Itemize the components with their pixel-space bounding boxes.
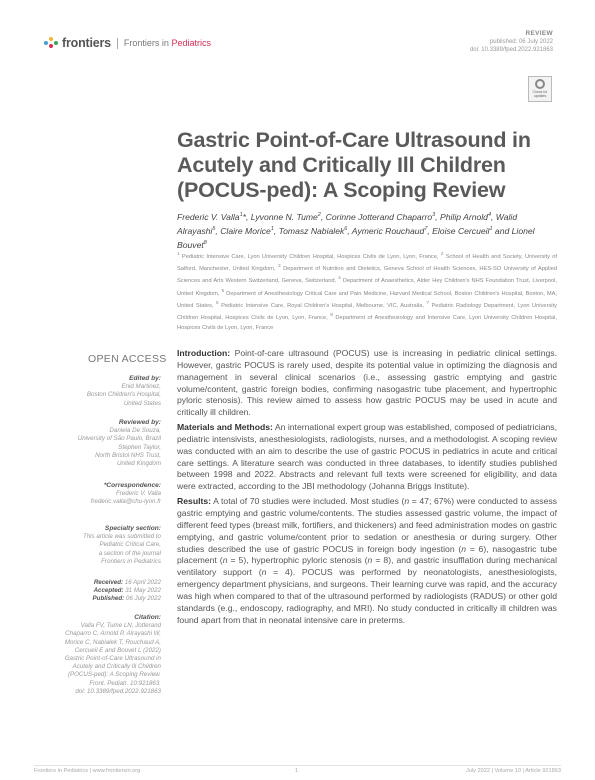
published-date: published: 06 July 2022 <box>489 39 553 45</box>
journal-title <box>124 38 211 48</box>
date-row: Published: 06 July 2022 <box>92 595 161 603</box>
sidebar-line: United States <box>123 399 161 407</box>
sidebar-line: United Kingdom <box>116 460 161 468</box>
reviewed-by-label: Reviewed by: <box>118 419 161 426</box>
check-for-updates-badge[interactable] <box>528 76 552 102</box>
sidebar-line: Frederic V. Valla <box>115 490 161 498</box>
sidebar-line: Frontiers in Pediatrics <box>101 557 161 565</box>
sidebar-line: Front. Pediatr. 10:921863. <box>89 679 161 687</box>
logo-dot-yellow <box>49 37 53 41</box>
sidebar-line: This article was submitted to <box>82 533 161 541</box>
abstract-methods <box>177 422 557 493</box>
journal-logo[interactable] <box>44 36 211 50</box>
sidebar-line: Boston Children's Hospital, <box>86 391 161 399</box>
sidebar-line: Acutely and Critically Ill Children <box>72 663 161 671</box>
results-text: A total of 70 studies were included. Most studies (n = 47; 67%) were conducted to assess gastric emptying and gastric volume/contents. The studies assessed gastric volume, the impact of different feed types (breast milk, fortifiers, and thickeners) and feed administration modes on gastric emptying, and gastric volume/content prior to sedation or anesthesia or during surgery. Other studies described the use of gastric POCUS in foreign body ingestion (n = 6), nasogastric tube placement (n = 5), hypertrophic pyloric stenosis (n = 8), and gastric insufflation during mechanical ventilatory support (n = 4). POCUS was performed by neonatologists, anesthesiologists, emergency department physicians, and surgeons. Their learning curve was rapid, and the accuracy was high when compared to that of the ultrasound performed by radiologists (RADUS) or other gold standards (e.g., endoscopy, radiography, and MRI). No study conducted in critically ill children was found apart from that in neonatal intensive care in preterms. <box>177 496 557 625</box>
brand-name: frontiers <box>62 36 111 50</box>
abstract <box>177 348 557 629</box>
sidebar-line: Cercueil E and Bouvet L (2022) <box>74 646 161 654</box>
reviewed-by-lines <box>11 427 161 468</box>
sidebar-line: frederic.valla@chu-lyon.fr <box>90 498 161 506</box>
specialty-section <box>11 525 161 566</box>
article-type: REVIEW <box>525 30 553 37</box>
logo-divider <box>117 38 118 49</box>
methods-text: An international expert group was established, composed of pediatricians, pediatric intensivists, anesthesiologists, radiologists, nurses, and a methodologist. A scoping review was conducted with an aim to describe the use of gastric POCUS in pediatrics in acute and critical care settings. A literature search was conducted in three databases, to identify studies published between 1998 and 2022. Abstracts and relevant full texts were screened for eligibility, and data were extracted, according to the JBI methodology (Johanna Briggs Institute). <box>177 422 557 492</box>
check-label-2: updates <box>533 94 547 98</box>
citation-label: Citation: <box>134 614 161 621</box>
edited-by-section <box>11 375 161 408</box>
frontiers-logo-icon <box>44 37 58 49</box>
date-label: Accepted: <box>93 587 124 595</box>
methods-heading: Materials and Methods: <box>177 422 273 433</box>
sidebar-line: (POCUS-ped): A Scoping Review. <box>67 671 161 679</box>
affiliations: $^1$ Pediatric Intensive Care, Lyon University Children Hospital, Hospices Civils de Lyon, Lyon, France, $^2$ School of Health and Society, University of Salford, Manchester, United Kingdom, $^3$ Department of Nutrition and Dietetics, Geneva School of Health Sciences, HES-SO University of Applied Sciences and Arts Western Switzerland, Geneva, Switzerland, $^4$ Department of Anaesthetics, Alder Hey Children's NHS Foundation Trust, Liverpool, United Kingdom, $^5$ Department of Anesthesiology Critical Care and Pain Medicine, Harvard Medical School, Boston Children's Hospital, Boston, MA, United States, $^6$ Pediatric Intensive Care, Royal Children's Hospital, Melbourne, VIC, Australia, $^7$ Pediatric Radiology Department, Lyon University Children Hospital, Hospices Civils de Lyon, Lyon, France, $^8$ Department of Anesthesiology and Intensive Care, Lyon University Children Hospital, Hospices Civils de Lyon, Lyon, France <box>177 252 558 332</box>
footer-divider <box>34 765 561 766</box>
update-check-icon <box>535 79 545 89</box>
intro-text: Point-of-care ultrasound (POCUS) use is increasing in pediatric clinical settings. However, gastric POCUS is rarely used, despite its potential value in optimizing the diagnosis and management in several clinical scenarios (i.e., assessing gastric emptying and gastric volume/content, gastric foreign bodies, confirming nasogastric tube placement, and hypertrophic pyloric stenosis). This review aimed to assess how gastric POCUS may be used in acute and critically ill children. <box>177 348 557 418</box>
sidebar-line: Stephen Taylor, <box>118 443 161 451</box>
results-heading: Results: <box>177 496 212 507</box>
sidebar-line: Gastric Point-of-Care Ultrasound in <box>64 655 161 663</box>
specialty-label: Specialty section: <box>104 525 161 532</box>
sidebar-line: a section of the journal <box>98 549 161 557</box>
edited-by-lines <box>11 383 161 408</box>
date-row: Received: 16 April 2022 <box>93 579 161 586</box>
correspondence-lines[interactable] <box>11 490 161 506</box>
article-title: Gastric Point-of-Care Ultrasound in Acutely and Critically Ill Children (POCUS-ped): A Scoping Review <box>177 128 531 202</box>
doi[interactable]: doi: 10.3389/fped.2022.921863 <box>469 47 553 53</box>
open-access-label: OPEN ACCESS <box>88 353 167 365</box>
date-row: Accepted: 31 May 2022 <box>93 587 161 595</box>
abstract-introduction <box>177 348 557 419</box>
sidebar-line: Valla FV, Tume LN, Jotterand <box>80 622 161 630</box>
abstract-results <box>177 496 557 626</box>
journal-prefix: Frontiers in <box>123 38 169 48</box>
check-label-1: Check for <box>532 90 548 94</box>
page-number: 1 <box>295 768 299 774</box>
sidebar-line: North Bristol NHS Trust, <box>95 451 161 459</box>
reviewed-by-section <box>11 419 161 468</box>
author-list: Frederic V. Valla$^1$*, Lyvonne N. Tume$^2$, Corinne Jotterand Chaparro$^3$, Philip Arnold$^4$, Walid Alrayashi$^5$, Claire Morice$^1$, Tomasz Nabialek$^6$, Aymeric Rouchaud$^7$, Eloise Cercueil$^1$ and Lionel Bouvet$^8$ <box>177 211 535 250</box>
correspondence-section <box>11 482 161 507</box>
logo-dot-blue <box>44 41 48 45</box>
sidebar-line: Morice C, Nabialek T, Rouchaud A, <box>64 638 161 646</box>
sidebar-line: Daniela De Souza, <box>109 427 161 435</box>
sidebar-line: Pediatric Critical Care, <box>99 541 161 549</box>
date-label: Published: <box>92 595 125 603</box>
footer-journal[interactable]: Frontiers in Pediatrics | www.frontiersin.org <box>34 768 141 774</box>
correspondence-label: *Correspondence: <box>103 482 161 489</box>
journal-name: Pediatrics <box>171 38 211 48</box>
edited-by-label: Edited by: <box>129 375 161 382</box>
logo-dot-green <box>54 41 58 45</box>
date-label: Received: <box>93 579 124 586</box>
dates-section <box>11 579 161 604</box>
sidebar-line: Chaparro C, Arnold P, Alrayashi W, <box>65 630 161 638</box>
specialty-lines <box>11 533 161 566</box>
sidebar-line: doi: 10.3389/fped.2022.921863 <box>75 687 161 695</box>
footer-volume: July 2022 | Volume 10 | Article 921863 <box>466 768 561 774</box>
logo-dot-red <box>49 44 53 48</box>
intro-heading: Introduction: <box>177 348 231 358</box>
dates-list <box>11 579 161 604</box>
citation-section <box>11 614 161 696</box>
article-meta <box>470 30 553 54</box>
citation-lines <box>11 622 161 696</box>
sidebar-line: Enid Martinez, <box>121 383 161 391</box>
sidebar-line: University of São Paulo, Brazil <box>77 435 161 443</box>
